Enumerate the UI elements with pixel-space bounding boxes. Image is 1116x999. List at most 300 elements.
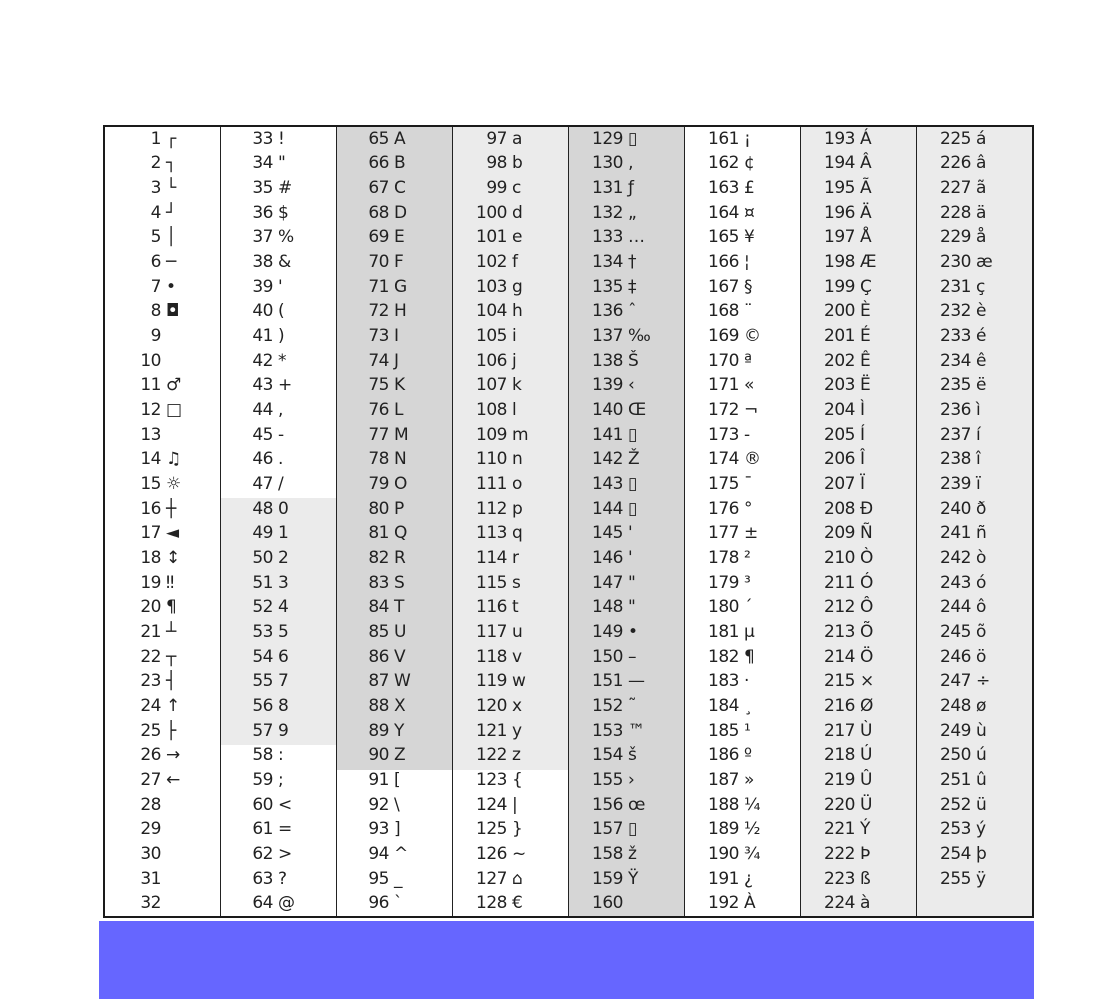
char-glyph: O [394, 474, 407, 495]
table-cell [221, 571, 336, 596]
table-cell [801, 891, 916, 916]
char-glyph: ┌ [166, 128, 176, 149]
table-cell [801, 645, 916, 670]
char-glyph: → [166, 745, 180, 766]
char-code: 27 [140, 769, 161, 790]
char-glyph: ` [394, 893, 402, 914]
char-code: 113 [476, 523, 507, 544]
table-cell [221, 349, 336, 374]
char-code: 91 [368, 769, 389, 790]
char-glyph: º [744, 745, 752, 766]
table-cell [685, 743, 800, 768]
table-cell [801, 620, 916, 645]
table-cell [337, 226, 452, 251]
char-code: 152 [592, 695, 623, 716]
char-code: 141 [592, 424, 623, 445]
char-glyph: & [278, 252, 291, 273]
table-cell [337, 176, 452, 201]
char-glyph: ' [628, 547, 633, 568]
char-glyph: ¾ [744, 843, 760, 864]
char-code: 131 [592, 178, 623, 199]
table-cell [685, 300, 800, 325]
char-code: 136 [592, 301, 623, 322]
char-glyph: ú [976, 745, 987, 766]
table-cell [685, 595, 800, 620]
char-code: 90 [368, 745, 389, 766]
char-glyph: • [166, 276, 176, 297]
char-glyph: g [512, 276, 523, 297]
char-glyph: Y [394, 720, 404, 741]
table-cell [105, 349, 220, 374]
column-5 [568, 127, 684, 916]
table-cell [917, 324, 1032, 349]
table-cell [801, 398, 916, 423]
table-cell [453, 719, 568, 744]
table-cell [917, 226, 1032, 251]
char-code: 146 [592, 547, 623, 568]
table-cell [453, 127, 568, 152]
char-code: 6 [150, 252, 161, 273]
char-glyph: ˜ [628, 695, 636, 716]
char-code: 124 [476, 794, 507, 815]
char-code: 72 [368, 301, 389, 322]
table-cell [685, 817, 800, 842]
char-code: 41 [252, 326, 273, 347]
char-code: 88 [368, 695, 389, 716]
table-cell [685, 522, 800, 547]
table-cell [453, 324, 568, 349]
table-cell [685, 867, 800, 892]
char-code: 180 [708, 597, 739, 618]
table-cell [337, 842, 452, 867]
char-glyph: G [394, 276, 407, 297]
char-glyph: ä [976, 202, 986, 223]
column-6 [684, 127, 800, 916]
char-code: 219 [824, 769, 855, 790]
char-code: 195 [824, 178, 855, 199]
char-glyph: J [394, 350, 399, 371]
char-code: 239 [940, 474, 971, 495]
char-glyph: ┘ [166, 202, 176, 223]
table-cell [685, 226, 800, 251]
table-cell [685, 127, 800, 152]
table-cell [917, 743, 1032, 768]
table-cell [337, 472, 452, 497]
table-cell [685, 152, 800, 177]
char-code: 111 [476, 474, 507, 495]
char-glyph: ± [744, 523, 758, 544]
char-code: 120 [476, 695, 507, 716]
char-code: 252 [940, 794, 971, 815]
char-glyph: Á [860, 128, 872, 149]
table-cell [685, 891, 800, 916]
char-glyph: Š [628, 350, 639, 371]
table-cell [337, 324, 452, 349]
table-cell [917, 669, 1032, 694]
char-code: 108 [476, 400, 507, 421]
table-cell [801, 522, 916, 547]
char-code: 130 [592, 153, 623, 174]
table-cell [801, 152, 916, 177]
char-glyph: 3 [278, 572, 289, 593]
char-glyph: e [512, 227, 522, 248]
char-glyph: " [278, 153, 286, 174]
char-code: 161 [708, 128, 739, 149]
char-glyph: + [278, 375, 292, 396]
table-cell [221, 842, 336, 867]
char-glyph: t [512, 597, 519, 618]
table-cell [221, 448, 336, 473]
char-glyph: ‼ [166, 572, 174, 593]
char-glyph: 4 [278, 597, 289, 618]
char-glyph: ├ [166, 720, 176, 741]
char-code: 154 [592, 745, 623, 766]
char-glyph: b [512, 153, 523, 174]
table-cell [221, 324, 336, 349]
table-cell [105, 226, 220, 251]
column-1 [105, 127, 220, 916]
char-code: 78 [368, 449, 389, 470]
char-code: 61 [252, 819, 273, 840]
char-code: 150 [592, 646, 623, 667]
table-cell [569, 669, 684, 694]
char-code: 114 [476, 547, 507, 568]
table-cell [917, 472, 1032, 497]
table-cell [917, 891, 1032, 916]
char-glyph: ☼ [166, 474, 181, 495]
table-cell [453, 349, 568, 374]
char-code: 112 [476, 498, 507, 519]
char-glyph: 7 [278, 671, 289, 692]
char-code: 29 [140, 819, 161, 840]
char-code: 42 [252, 350, 273, 371]
char-glyph: f [512, 252, 518, 273]
char-code: 183 [708, 671, 739, 692]
char-code: 80 [368, 498, 389, 519]
char-code: 158 [592, 843, 623, 864]
table-cell [337, 571, 452, 596]
table-cell [105, 448, 220, 473]
char-code: 250 [940, 745, 971, 766]
char-glyph: 0 [278, 498, 289, 519]
table-cell [453, 669, 568, 694]
char-code: 47 [252, 474, 273, 495]
char-code: 40 [252, 301, 273, 322]
table-cell [801, 719, 916, 744]
char-glyph: ¸ [744, 695, 752, 716]
char-code: 82 [368, 547, 389, 568]
table-cell [801, 669, 916, 694]
table-cell [917, 522, 1032, 547]
char-code: 11 [140, 375, 161, 396]
table-cell [453, 152, 568, 177]
table-cell [453, 645, 568, 670]
char-code: 187 [708, 769, 739, 790]
table-cell [453, 694, 568, 719]
table-cell [221, 522, 336, 547]
char-glyph: [ [394, 769, 401, 790]
table-cell [105, 275, 220, 300]
table-cell [917, 398, 1032, 423]
char-glyph: h [512, 301, 523, 322]
table-cell [337, 275, 452, 300]
table-cell [917, 546, 1032, 571]
table-cell [453, 300, 568, 325]
char-code: 237 [940, 424, 971, 445]
column-4 [452, 127, 568, 916]
char-glyph: À [744, 893, 756, 914]
char-code: 101 [476, 227, 507, 248]
char-glyph: Í [860, 424, 865, 445]
char-glyph: L [394, 400, 403, 421]
char-glyph: Æ [860, 252, 877, 273]
char-glyph: ³ [744, 572, 751, 593]
char-code: 143 [592, 474, 623, 495]
table-cell [105, 423, 220, 448]
char-glyph: ç [976, 276, 985, 297]
char-code: 33 [252, 128, 273, 149]
char-glyph: } [512, 819, 523, 840]
char-glyph: " [628, 597, 636, 618]
char-glyph: Ž [628, 449, 640, 470]
table-cell [917, 842, 1032, 867]
table-cell [221, 645, 336, 670]
char-code: 175 [708, 474, 739, 495]
char-glyph: ↑ [166, 695, 180, 716]
char-glyph: — [628, 671, 645, 692]
table-cell [221, 423, 336, 448]
char-glyph: Â [860, 153, 872, 174]
char-code: 156 [592, 794, 623, 815]
char-code: 211 [824, 572, 855, 593]
char-glyph: ê [976, 350, 986, 371]
char-glyph: l [512, 400, 517, 421]
char-code: 127 [476, 868, 507, 889]
table-cell [569, 743, 684, 768]
table-cell [105, 522, 220, 547]
char-code: 173 [708, 424, 739, 445]
char-code: 119 [476, 671, 507, 692]
table-cell [221, 472, 336, 497]
char-glyph: ü [976, 794, 987, 815]
char-code: 212 [824, 597, 855, 618]
char-code: 178 [708, 547, 739, 568]
char-code: 224 [824, 893, 855, 914]
table-cell [105, 127, 220, 152]
char-code: 110 [476, 449, 507, 470]
char-code: 107 [476, 375, 507, 396]
table-cell [337, 546, 452, 571]
table-cell [801, 250, 916, 275]
char-code: 36 [252, 202, 273, 223]
table-cell [105, 176, 220, 201]
char-code: 164 [708, 202, 739, 223]
char-glyph: F [394, 252, 404, 273]
char-code: 160 [592, 893, 623, 914]
table-cell [453, 176, 568, 201]
table-cell [105, 620, 220, 645]
char-glyph: Ì [860, 400, 865, 421]
char-glyph: É [860, 326, 871, 347]
table-cell [221, 546, 336, 571]
table-cell [801, 300, 916, 325]
char-code: 234 [940, 350, 971, 371]
char-glyph: ┐ [166, 153, 176, 174]
char-glyph: ‡ [628, 276, 636, 297]
char-glyph: ² [744, 547, 751, 568]
char-glyph: ┤ [166, 671, 176, 692]
char-code: 233 [940, 326, 971, 347]
char-code: 186 [708, 745, 739, 766]
table-cell [685, 842, 800, 867]
char-glyph: R [394, 547, 406, 568]
char-glyph: û [976, 769, 987, 790]
char-glyph: E [394, 227, 405, 248]
char-glyph: □ [166, 400, 182, 421]
char-glyph: A [394, 128, 406, 149]
char-code: 169 [708, 326, 739, 347]
char-code: 26 [140, 745, 161, 766]
char-glyph: \ [394, 794, 400, 815]
char-glyph: y [512, 720, 522, 741]
table-cell [337, 719, 452, 744]
char-glyph: ¥ [744, 227, 755, 248]
char-code: 155 [592, 769, 623, 790]
char-code: 230 [940, 252, 971, 273]
char-code: 64 [252, 893, 273, 914]
char-code: 30 [140, 843, 161, 864]
char-code: 25 [140, 720, 161, 741]
char-code: 16 [140, 498, 161, 519]
table-cell [685, 768, 800, 793]
table-cell [453, 891, 568, 916]
char-code: 32 [140, 893, 161, 914]
char-glyph: ÿ [976, 868, 986, 889]
table-cell [105, 546, 220, 571]
table-cell [801, 127, 916, 152]
char-glyph: B [394, 153, 406, 174]
table-cell [221, 595, 336, 620]
char-code: 208 [824, 498, 855, 519]
char-glyph: þ [976, 843, 987, 864]
table-cell [569, 891, 684, 916]
char-code: 188 [708, 794, 739, 815]
char-glyph: u [512, 621, 523, 642]
table-cell [105, 300, 220, 325]
table-cell [801, 176, 916, 201]
char-code: 46 [252, 449, 273, 470]
char-code: 50 [252, 547, 273, 568]
char-glyph: " [628, 572, 636, 593]
char-code: 191 [708, 868, 739, 889]
table-cell [105, 793, 220, 818]
char-glyph: Õ [860, 621, 873, 642]
char-code: 242 [940, 547, 971, 568]
table-cell [917, 867, 1032, 892]
table-cell [801, 448, 916, 473]
char-glyph: c [512, 178, 521, 199]
table-cell [221, 374, 336, 399]
table-cell [569, 793, 684, 818]
table-cell [569, 176, 684, 201]
char-code: 204 [824, 400, 855, 421]
char-code: 168 [708, 301, 739, 322]
char-code: 170 [708, 350, 739, 371]
char-code: 165 [708, 227, 739, 248]
table-cell [801, 817, 916, 842]
table-cell [569, 645, 684, 670]
char-code: 203 [824, 375, 855, 396]
char-glyph: C [394, 178, 406, 199]
char-code: 60 [252, 794, 273, 815]
table-cell [569, 497, 684, 522]
char-code: 159 [592, 868, 623, 889]
char-glyph: ▯ [628, 424, 637, 445]
char-code: 31 [140, 868, 161, 889]
char-code: 48 [252, 498, 273, 519]
char-code: 157 [592, 819, 623, 840]
char-glyph: S [394, 572, 405, 593]
table-cell [685, 201, 800, 226]
char-glyph: · [744, 671, 749, 692]
char-glyph: Ó [860, 572, 873, 593]
char-glyph: n [512, 449, 523, 470]
char-glyph: v [512, 646, 522, 667]
table-cell [221, 867, 336, 892]
table-cell [917, 374, 1032, 399]
char-glyph: ┼ [166, 498, 176, 519]
char-code: 162 [708, 153, 739, 174]
char-code: 185 [708, 720, 739, 741]
char-glyph: „ [628, 202, 637, 223]
char-code: 129 [592, 128, 623, 149]
char-code: 163 [708, 178, 739, 199]
char-code: 96 [368, 893, 389, 914]
char-code: 205 [824, 424, 855, 445]
char-code: 118 [476, 646, 507, 667]
char-code: 177 [708, 523, 739, 544]
table-cell [105, 842, 220, 867]
column-7 [800, 127, 916, 916]
char-glyph: ž [628, 843, 637, 864]
table-cell [917, 694, 1032, 719]
table-cell [105, 817, 220, 842]
char-code: 22 [140, 646, 161, 667]
char-glyph: • [628, 621, 638, 642]
char-code: 255 [940, 868, 971, 889]
table-cell [221, 152, 336, 177]
char-code: 253 [940, 819, 971, 840]
table-cell [221, 226, 336, 251]
char-code: 140 [592, 400, 623, 421]
table-cell [801, 694, 916, 719]
table-cell [453, 768, 568, 793]
table-cell [453, 201, 568, 226]
char-glyph: â [976, 153, 986, 174]
char-glyph: ù [976, 720, 987, 741]
table-cell [337, 349, 452, 374]
char-glyph: ) [278, 326, 285, 347]
table-cell [105, 719, 220, 744]
table-cell [569, 226, 684, 251]
char-code: 189 [708, 819, 739, 840]
char-code: 95 [368, 868, 389, 889]
table-cell [105, 152, 220, 177]
table-cell [917, 817, 1032, 842]
char-code: 134 [592, 252, 623, 273]
table-cell [337, 768, 452, 793]
column-3 [336, 127, 452, 916]
